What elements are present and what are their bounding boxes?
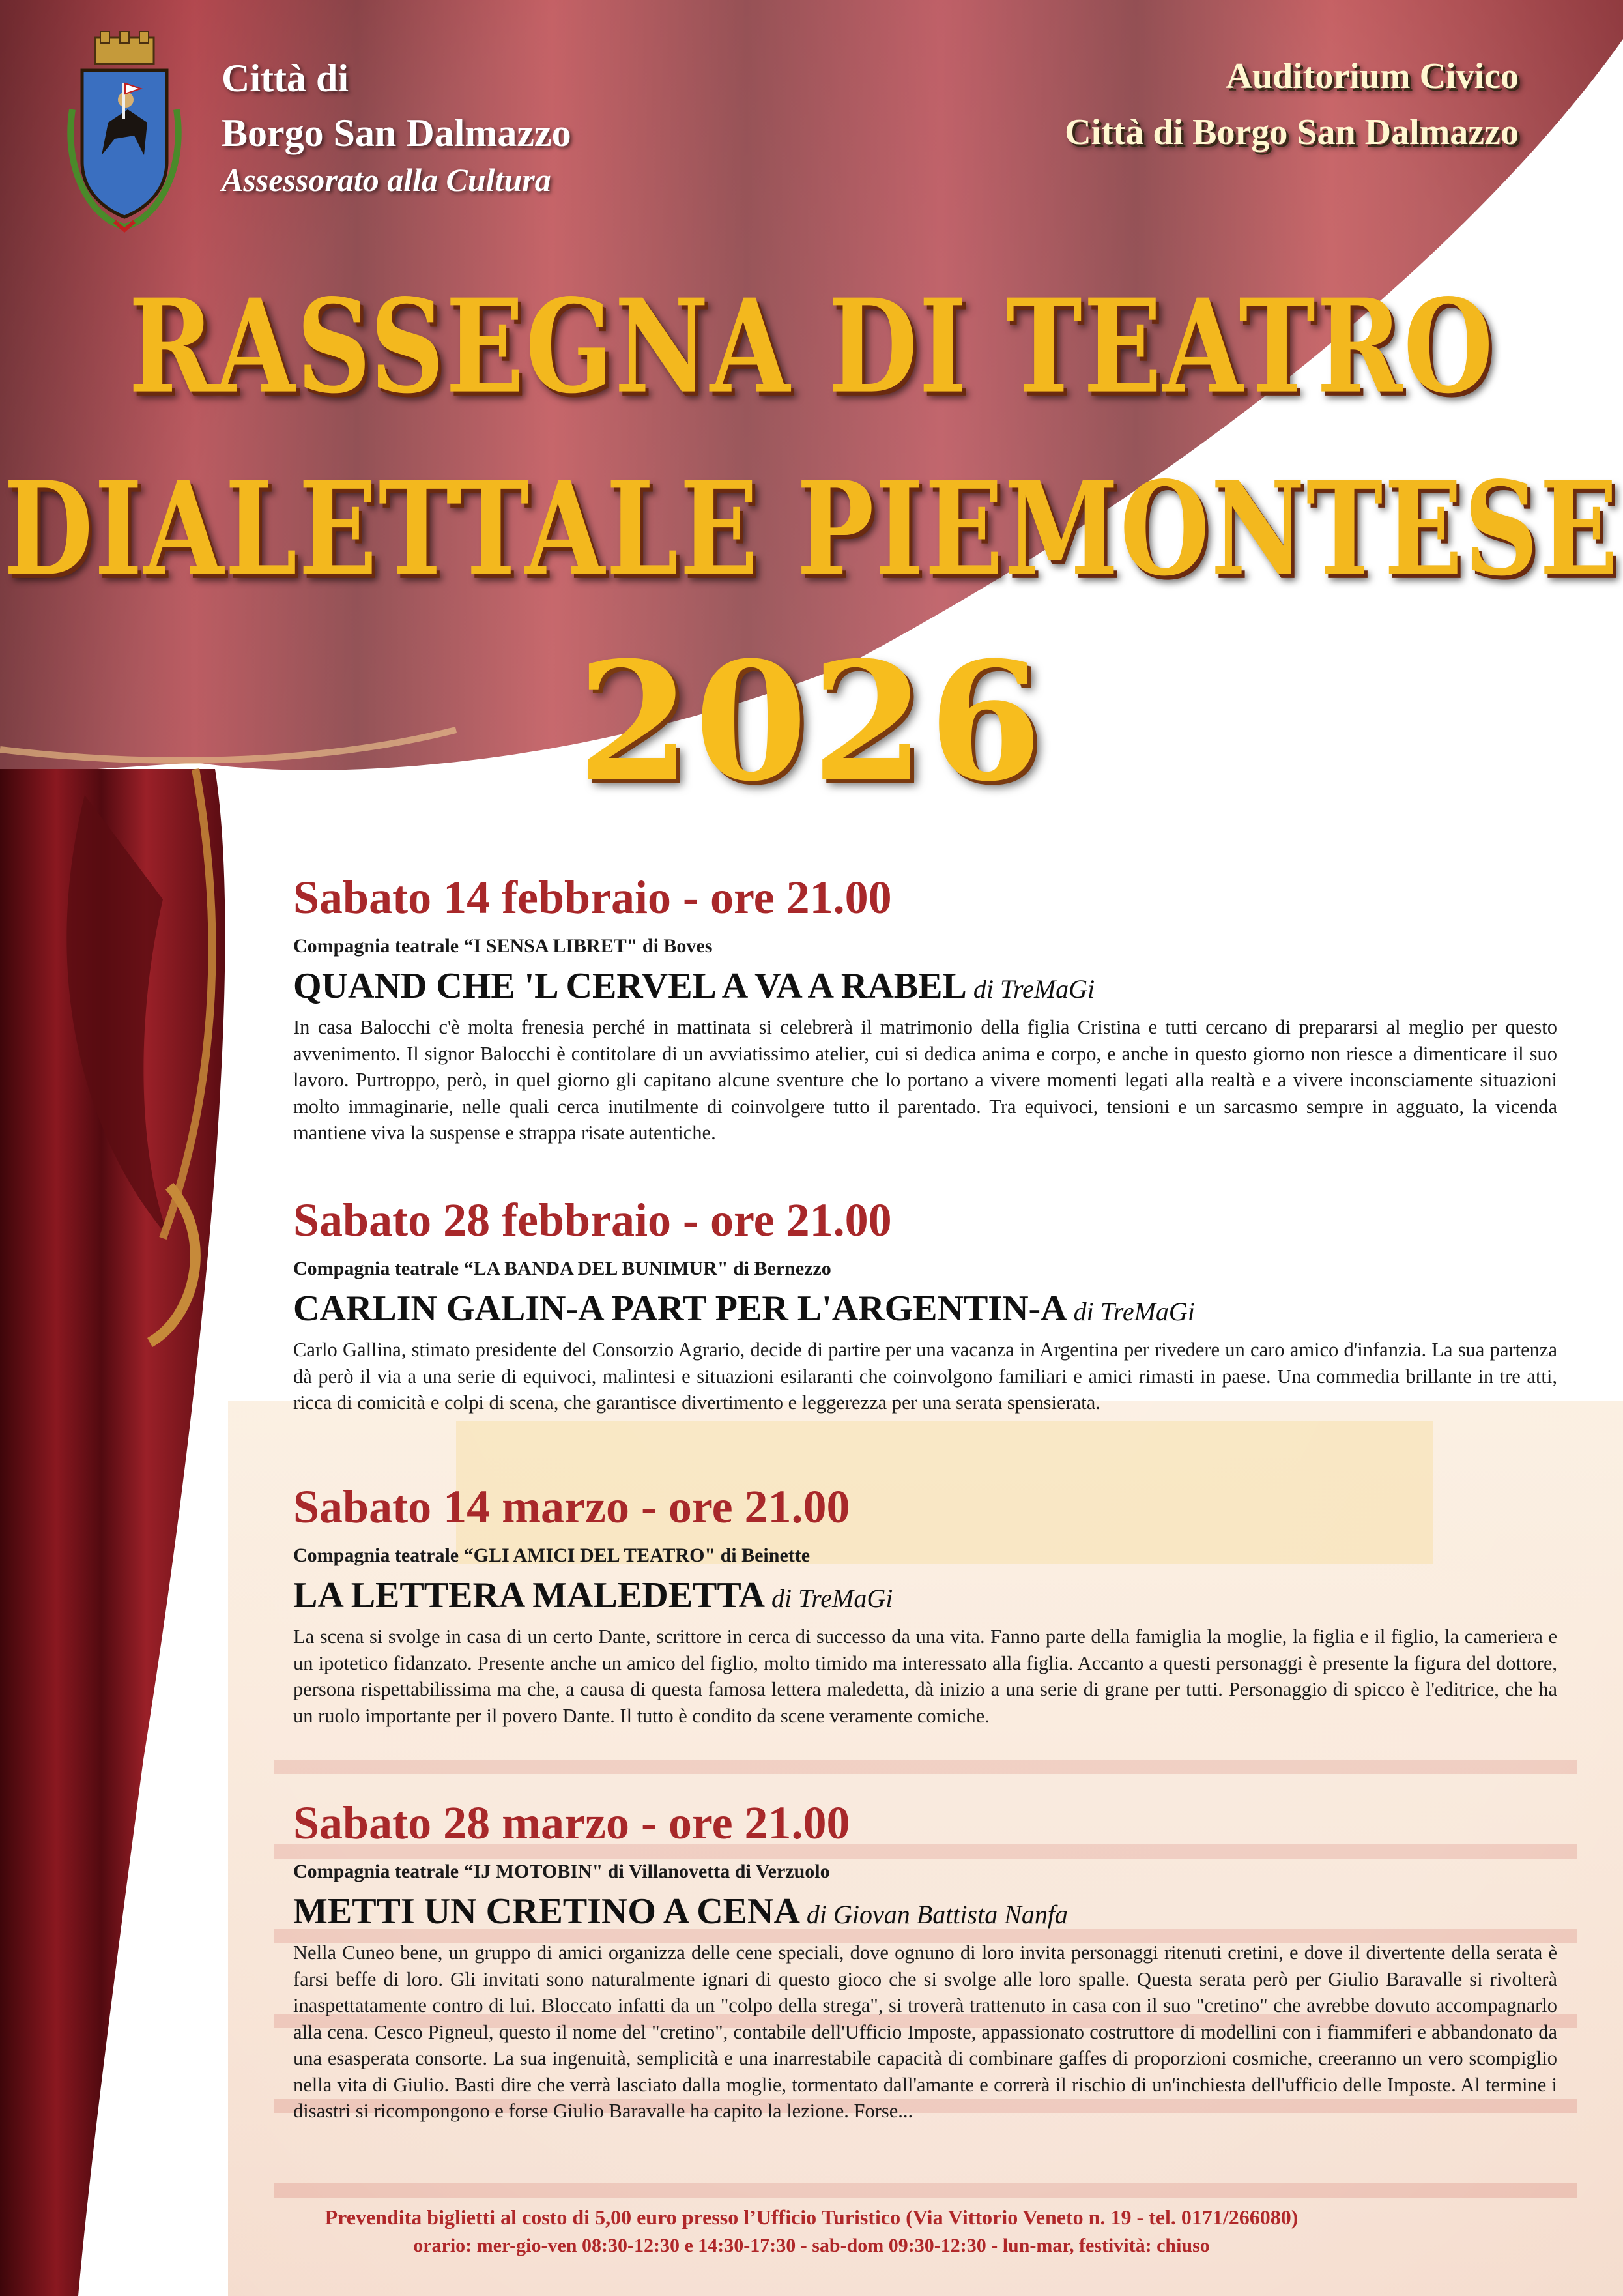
- ticket-price: Prevendita biglietti al costo di 5,00 euro presso l’Ufficio Turistico (Via Vittorio Veneto n. 19 - tel. 0171/266080): [324, 2205, 1299, 2229]
- event-2: [293, 1193, 1557, 1416]
- event-author: di TreMaGi: [973, 974, 1095, 1004]
- event-date: Sabato 28 marzo - ore 21.00: [293, 1797, 850, 1849]
- event-3: [293, 1479, 1557, 1729]
- title-line1: RASSEGNA DI TEATRO: [128, 271, 1495, 423]
- event-author: di Giovan Battista Nanfa: [806, 1900, 1069, 1929]
- event-play-title: LA LETTERA MALEDETTA: [293, 1575, 766, 1616]
- city-line2: Borgo San Dalmazzo: [222, 111, 571, 154]
- event-4: [293, 1795, 1557, 2125]
- coat-of-arms-icon: [63, 31, 186, 233]
- organizer: [222, 51, 571, 199]
- event-play: [293, 1286, 1557, 1334]
- event-1: [293, 870, 1557, 1146]
- event-play: [293, 1573, 1557, 1621]
- event-date: Sabato 28 febbraio - ore 21.00: [293, 1194, 892, 1246]
- venue-line2: Città di Borgo San Dalmazzo: [1065, 112, 1519, 153]
- event-company: Compagnia teatrale “I SENSA LIBRET" di Boves: [293, 935, 713, 957]
- event-play: [293, 964, 1557, 1011]
- event-play: [293, 1889, 1557, 1937]
- ticket-hours: orario: mer-gio-ven 08:30-12:30 e 14:30-17:30 - sab-dom 09:30-12:30 - lun-mar, festività: chiuso: [413, 2235, 1210, 2256]
- venue-line1: Auditorium Civico: [1226, 56, 1519, 96]
- city-line1: Città di: [222, 57, 349, 100]
- event-description: Nella Cuneo bene, un gruppo di amici organizza delle cene speciali, dove ognuno di loro invita personaggi ritenuti cretini, e dove il divertente della serata è farsi beffe di loro. Gli invitati sono naturalmente ignari di questo gioco che si svolge alle loro spalle. Questa serata però per Giulio Baravalle si rivolterà inaspettatamente contro di lui. Bloccato infatti da un "colpo della strega", si troverà trattenuto in casa con il suo "cretino" che avrebbe dovuto accompagnarlo alla cena. Cesco Pigneul, questo il nome del "cretino", contabile dell'Ufficio Imposte, appassionato costruttore di modellini con i fiammiferi e abbandonato da una esasperata consorte. La sua ingenuità, semplicità e una inarrestabile capacità di combinare gaffes di proporzioni cosmiche, creeranno un vero scompiglio nella vita di Giulio. Basti dire che verrà lasciato dalla moglie, tormentato dall'amante e correrà il rischio di un'inchiesta dell'ufficio delle Imposte. Al termine i disastri si ricompongono e forse Giulio Baravalle ha capito la lezione. Forse...: [293, 1941, 1557, 2122]
- event-company: Compagnia teatrale “GLI AMICI DEL TEATRO" di Beinette: [293, 1545, 811, 1566]
- event-play-title: QUAND CHE 'L CERVEL A VA A RABEL: [293, 966, 967, 1006]
- title-year: 2026: [577, 626, 1046, 817]
- event-date: Sabato 14 febbraio - ore 21.00: [293, 871, 892, 923]
- event-play-title: METTI UN CRETINO A CENA: [293, 1891, 800, 1932]
- department: Assessorato alla Cultura: [222, 162, 551, 198]
- venue: [1065, 48, 1519, 160]
- title-line2: DIALETTALE PIEMONTESE: [3, 454, 1620, 605]
- event-author: di TreMaGi: [771, 1584, 893, 1613]
- event-play-title: CARLIN GALIN-A PART PER L'ARGENTIN-A: [293, 1288, 1067, 1329]
- event-description: Carlo Gallina, stimato presidente del Consorzio Agrario, decide di partire per una vacanza in Argentina per rivedere un caro amico d'infanzia. La sua partenza dà però il via a una serie di equivoci, malintesi e situazioni esilaranti che coinvolgono familiari e amici rimasti in paese. Una commedia brillante in tre atti, ricca di comicità e colpi di scena, che garantisce divertimento e leggerezza per una serata spensierata.: [293, 1339, 1557, 1414]
- event-company: Compagnia teatrale “IJ MOTOBIN" di Villanovetta di Verzuolo: [293, 1861, 830, 1882]
- event-description: In casa Balocchi c'è molta frenesia perché in mattinata si celebrerà il matrimonio della figlia Cristina e tutti cercano di prepararsi al meglio per questo avvenimento. Il signor Balocchi è contitolare di un avviatissimo atelier, cui si dedica anima e corpo, e anche in questo giorno non riesce a dimenticare il suo lavoro. Purtroppo, però, in quel giorno gli capitano alcune sventure che lo portano a vivere momenti legati alla realtà e a vivere inconsciamente situazioni molto immaginarie, nelle quali cerca inutilmente di coinvolgere tutto il parentado. Tra equivoci, tensioni e un sarcasmo sempre in agguato, la vicenda mantiene viva la suspense e strappa risate autentiche.: [293, 1016, 1557, 1144]
- event-author: di TreMaGi: [1073, 1297, 1195, 1326]
- event-date: Sabato 14 marzo - ore 21.00: [293, 1481, 850, 1533]
- ticket-info: [0, 2203, 1623, 2260]
- event-company: Compagnia teatrale “LA BANDA DEL BUNIMUR" di Bernezzo: [293, 1258, 831, 1279]
- event-description: La scena si svolge in casa di un certo Dante, scrittore in cerca di successo da una vita. Fanno parte della famiglia la moglie, la figlia e il figlio, la cameriera e un ipotetico fidanzato. Presente anche un amico del figlio, molto timido ma interessato alla figlia. Accanto a questi personaggi è presente la figura del dottore, persona rispettabilissima ma che, a causa di questa famosa lettera maledetta, dà inizio a una serie di grane per tutti. Personaggio di spicco è l'editrice, che ha un ruolo importante per il povero Dante. Il tutto è condito da scene veramente comiche.: [293, 1625, 1557, 1727]
